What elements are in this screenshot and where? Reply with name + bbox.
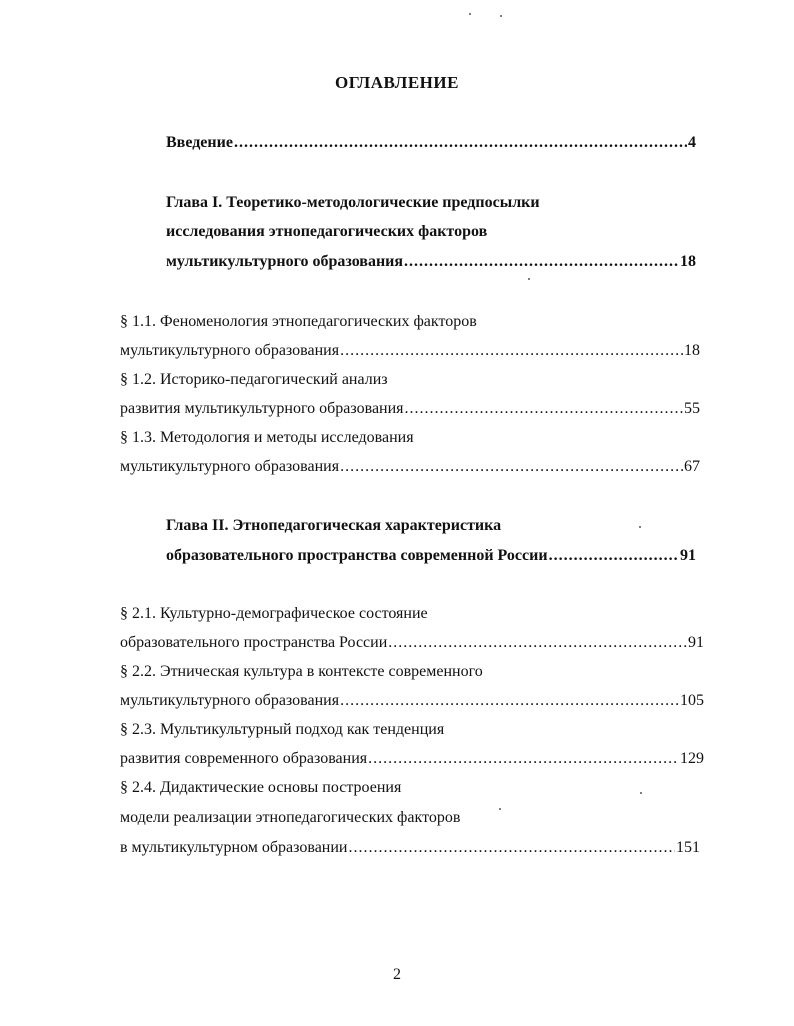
section-1-2-line1: § 1.2. Историко-педагогический анализ [120, 371, 388, 388]
toc-entry-text: мультикультурного образования [120, 692, 340, 709]
toc-entry-page: 4 [688, 134, 696, 151]
leader-dots [340, 341, 683, 361]
toc-entry-section-2-1 [120, 633, 704, 653]
page-title: ОГЛАВЛЕНИЕ [335, 73, 459, 92]
scan-speck [499, 808, 501, 810]
chapter1-title-line2: исследования этнопедагогических факторов [166, 223, 488, 240]
leader-dots [404, 252, 679, 272]
section-2-4-line2: модели реализации этнопедагогических факторов [120, 809, 461, 826]
toc-entry-chapter1 [166, 252, 696, 272]
leader-dots [388, 633, 687, 653]
toc-entry-section-1-2 [120, 399, 700, 419]
leader-dots [340, 457, 683, 477]
chapter1-title-line1: Глава I. Теоретико-методологические предпосылки [166, 194, 540, 211]
leader-dots [234, 133, 687, 153]
toc-entry-page: 105 [680, 692, 704, 709]
toc-entry-intro [166, 133, 696, 153]
toc-entry-page: 67 [684, 458, 700, 475]
toc-entry-page: 151 [676, 839, 700, 856]
scan-speck [469, 13, 471, 15]
section-2-4-line1: § 2.4. Дидактические основы построения [120, 779, 402, 796]
chapter2-title-line1: Глава II. Этнопедагогическая характеристика [166, 517, 502, 534]
scan-speck [639, 526, 641, 528]
leader-dots [368, 749, 679, 769]
leader-dots [405, 399, 683, 419]
page-number: 2 [393, 966, 401, 983]
toc-entry-text: развития мультикультурного образования [120, 400, 404, 417]
scan-speck [528, 278, 530, 280]
section-2-3-line1: § 2.3. Мультикультурный подход как тенденция [120, 721, 445, 738]
scan-speck [500, 15, 502, 17]
toc-entry-section-1-1 [120, 341, 700, 361]
toc-entry-text: мультикультурного образования [166, 253, 404, 270]
toc-entry-page: 91 [680, 547, 696, 564]
toc-entry-page: 91 [688, 634, 704, 651]
section-1-3-line1: § 1.3. Методология и методы исследования [120, 429, 414, 446]
leader-dots [340, 691, 679, 711]
toc-entry-page: 18 [680, 253, 696, 270]
toc-entry-text: образовательного пространства России [120, 634, 388, 651]
leader-dots [348, 838, 675, 858]
toc-entry-page: 55 [684, 400, 700, 417]
toc-entry-chapter2 [166, 546, 696, 566]
toc-entry-page: 18 [684, 342, 700, 359]
toc-entry-text: Введение [166, 134, 233, 151]
toc-entry-text: образовательного пространства современной России [166, 547, 548, 564]
toc-entry-section-2-2 [120, 691, 704, 711]
toc-entry-text: развития современного образования [120, 750, 368, 767]
toc-entry-page: 129 [680, 750, 704, 767]
section-2-2-line1: § 2.2. Этническая культура в контексте современного [120, 663, 483, 680]
section-2-1-line1: § 2.1. Культурно-демографическое состояние [120, 605, 428, 622]
section-1-1-line1: § 1.1. Феноменология этнопедагогических факторов [120, 313, 477, 330]
toc-entry-text: мультикультурного образования [120, 458, 340, 475]
toc-entry-text: мультикультурного образования [120, 342, 340, 359]
toc-entry-section-1-3 [120, 457, 700, 477]
toc-entry-text: в мультикультурном образовании [120, 839, 348, 856]
leader-dots [549, 546, 679, 566]
scan-speck [640, 792, 642, 794]
toc-entry-section-2-3 [120, 749, 704, 769]
toc-entry-section-2-4 [120, 838, 700, 858]
